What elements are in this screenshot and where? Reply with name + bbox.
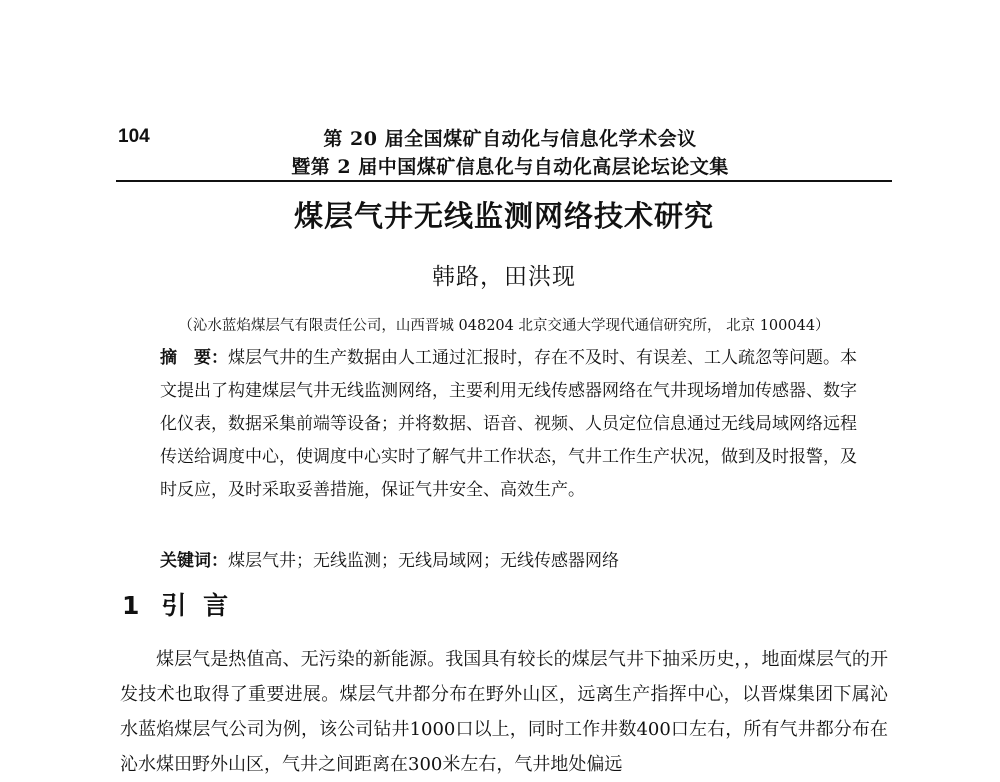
page-number: 104 [118,126,150,147]
paper-authors: 韩路，田洪现 [432,264,576,290]
section-number: 1 [122,591,144,620]
keywords-label: 关键词： [160,551,228,571]
keywords-text: 煤层气井；无线监测；无线局域网；无线传感器网络 [228,551,619,571]
header-rule [116,180,892,182]
conference-title-line-1: 第 20 届全国煤矿自动化与信息化学术会议 [323,128,697,150]
conference-title-line-2: 暨第 2 届中国煤矿信息化与自动化高层论坛论文集 [291,156,729,178]
body-paragraph: 煤层气是热值高、无污染的新能源。我国具有较长的煤层气井下抽采历史，，地面煤层气的开发技术也取得了重要进展。煤层气井都分布在野外山区，远离生产指挥中心，以晋煤集团下属沁水蓝焰煤层气公司为例，该公司钻井1000口以上，同时工作井数400口左右，所有气井都分布在沁水煤田野外山区，气井之间距离在300米左右，气井地处偏远 [120,649,888,775]
paper-title: 煤层气井无线监测网络技术研究 [293,199,714,233]
abstract-label: 摘 要： [160,348,228,368]
keywords [160,545,860,578]
section-title: 引 言 [161,591,233,620]
abstract [160,342,860,507]
abstract-text: 煤层气井的生产数据由人工通过汇报时，存在不及时、有误差、工人疏忽等问题。本文提出了构建煤层气井无线监测网络，主要利用无线传感器网络在气井现场增加传感器、数字化仪表，数据采集前端等设备；并将数据、语音、视频、人员定位信息通过无线局域网络远程传送给调度中心，使调度中心实时了解气井工作状态，气井工作生产状况，做到及时报警，及时反应，及时采取妥善措施，保证气井安全、高效生产。 [160,348,857,500]
paper-affiliation: （沁水蓝焰煤层气有限责任公司，山西晋城 048204 北京交通大学现代通信研究所， 北京 100044） [178,318,830,334]
section-heading [122,586,232,622]
